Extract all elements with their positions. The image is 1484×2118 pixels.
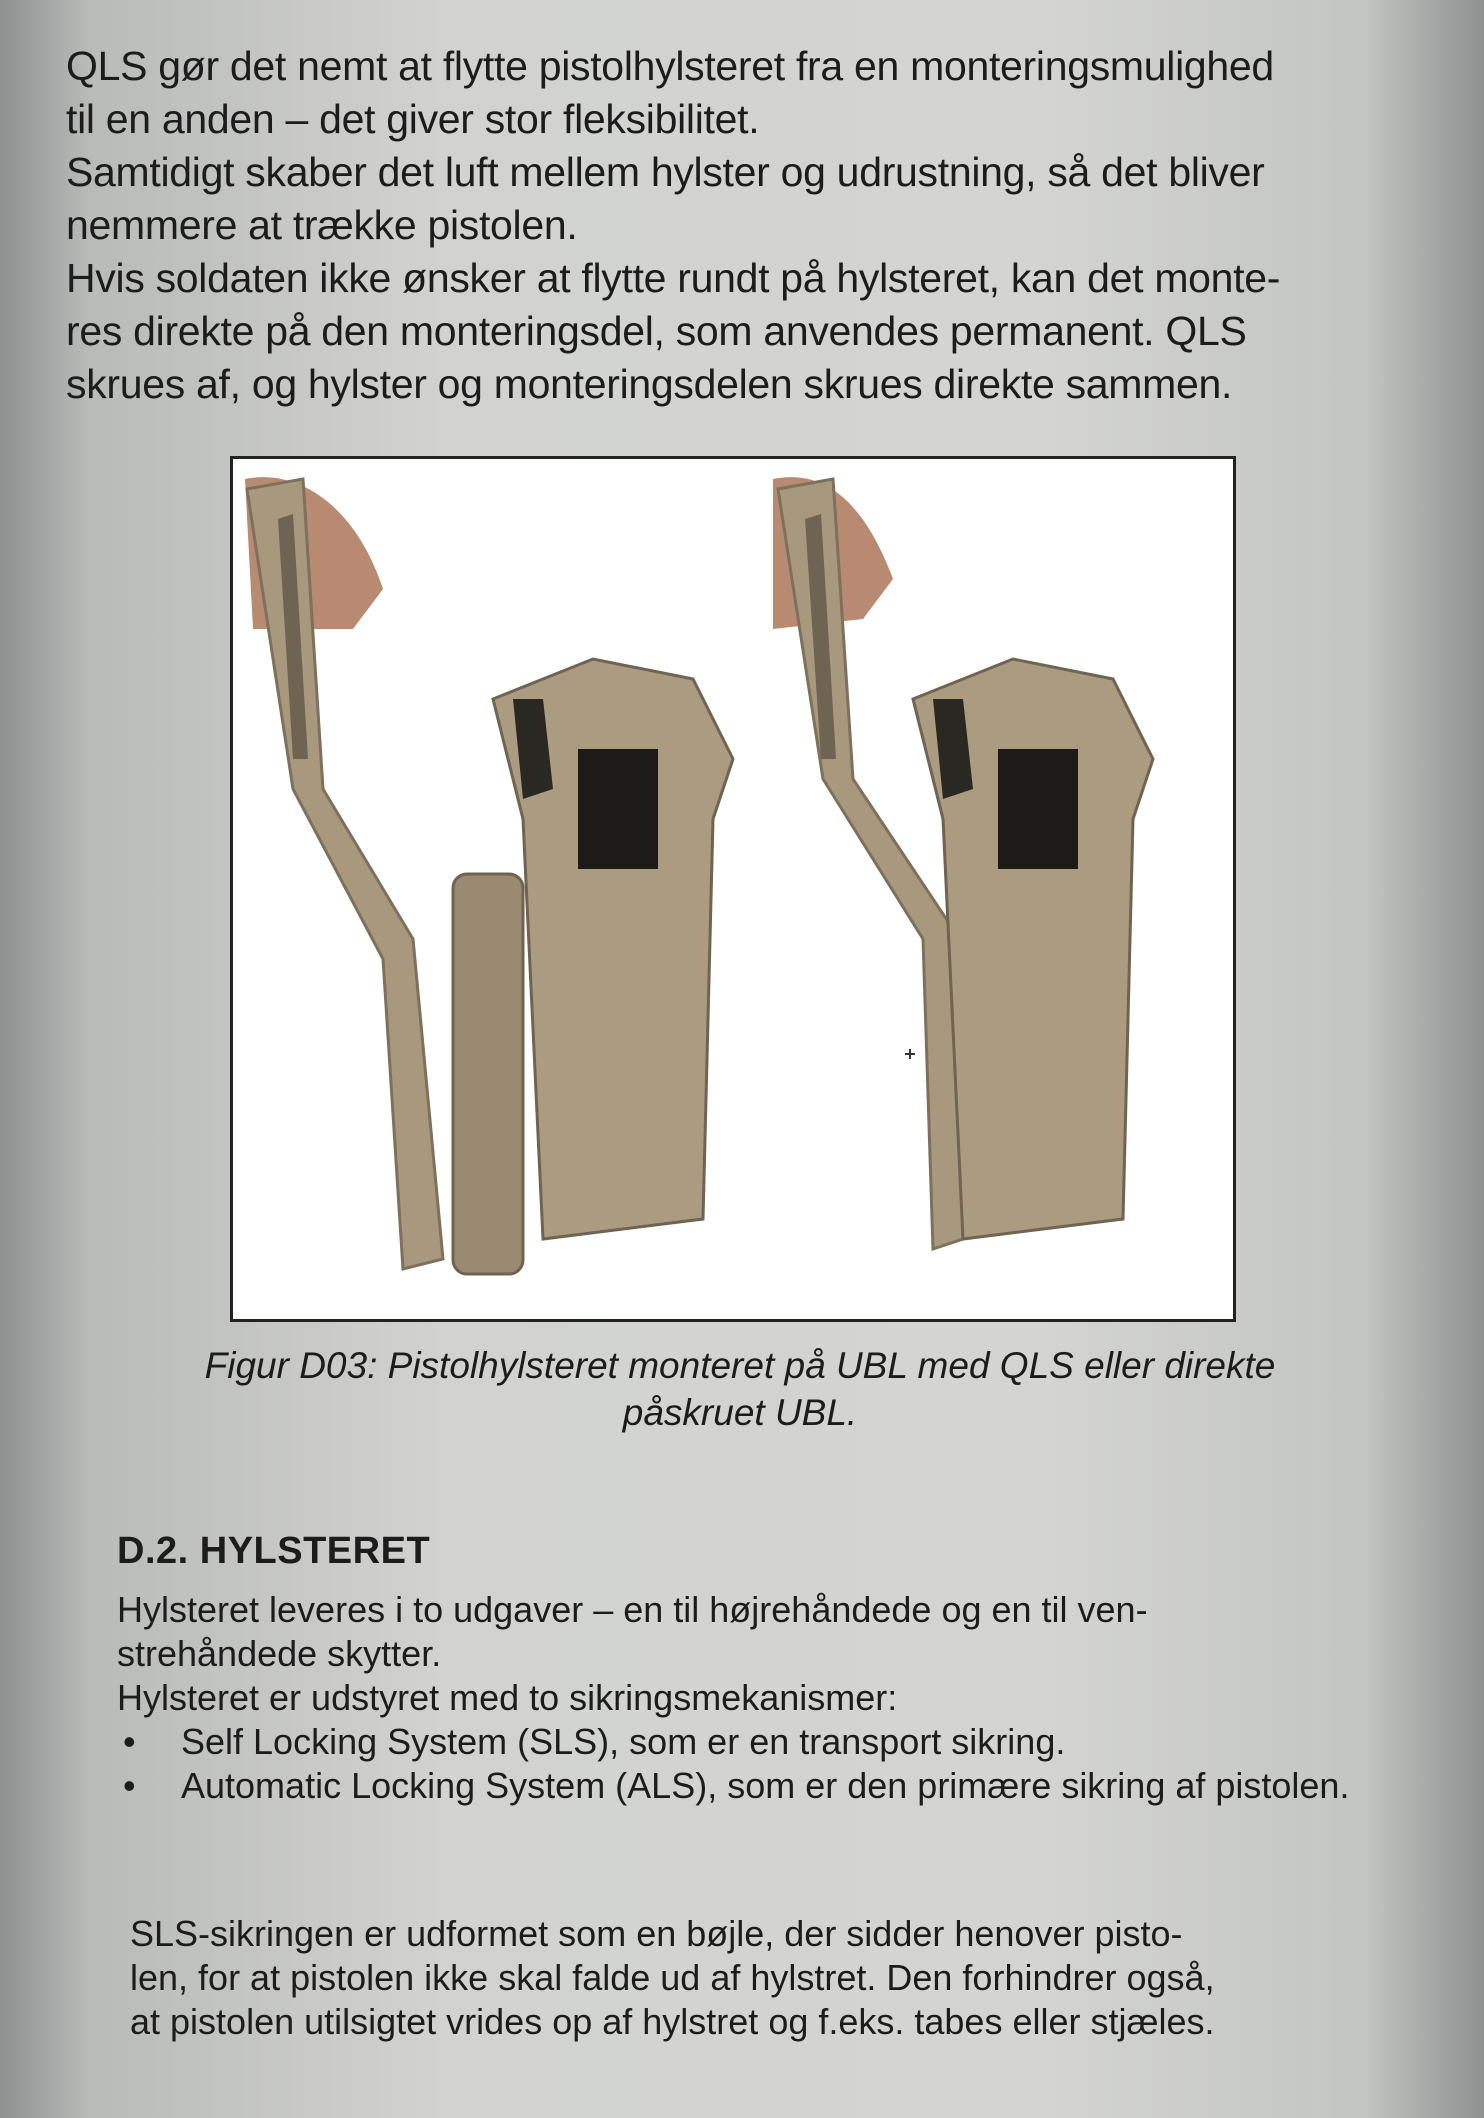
intro-line: Samtidigt skaber det luft mellem hylster og udrustning, så det bliver [66, 149, 1265, 195]
qls-plate [453, 874, 523, 1274]
bullet-list [117, 1720, 1367, 1808]
intro-line: skrues af, og hylster og monteringsdelen skrues direkte sammen. [66, 361, 1233, 407]
bullet-text: Automatic Locking System (ALS), som er den primære sikring af pistolen. [181, 1765, 1350, 1806]
holster-direct-photo [773, 477, 1153, 1249]
intro-line: QLS gør det nemt at flytte pistolhylsteret fra en monteringsmulighed [66, 43, 1274, 89]
section-line: Hylsteret er udstyret med to sikringsmekanismer: [117, 1677, 898, 1718]
caption-line: påskruet UBL. [622, 1392, 858, 1433]
intro-paragraph [66, 40, 1406, 411]
intro-line: til en anden – det giver stor fleksibilitet. [66, 96, 760, 142]
section-body [117, 1588, 1367, 1808]
intro-line: nemmere at trække pistolen. [66, 202, 578, 248]
trigger-guard-right [998, 749, 1078, 869]
caption-line: Figur D03: Pistolhylsteret monteret på UBL med QLS eller direkte [204, 1345, 1276, 1386]
closing-line: len, for at pistolen ikke skal falde ud af hylstret. Den forhindrer også, [130, 1957, 1215, 1998]
crosshair-icon [905, 1049, 915, 1059]
closing-paragraph [130, 1912, 1380, 2044]
list-item [117, 1764, 1367, 1808]
closing-line: SLS-sikringen er udformet som en bøjle, der sidder henover pisto- [130, 1913, 1183, 1954]
figure-caption [90, 1342, 1390, 1436]
bullet-text: Self Locking System (SLS), som er en transport sikring. [181, 1721, 1066, 1762]
closing-line: at pistolen utilsigtet vrides op af hylstret og f.eks. tabes eller stjæles. [130, 2001, 1215, 2042]
section-heading: D.2. HYLSTERET [117, 1530, 431, 1572]
bullet-marker: • [123, 1721, 136, 1762]
holster-photo [233, 459, 1233, 1319]
holster-with-qls-photo [245, 477, 733, 1274]
bullet-marker: • [123, 1765, 136, 1806]
holster-figure [230, 456, 1236, 1322]
trigger-guard-left [578, 749, 658, 869]
intro-line: Hvis soldaten ikke ønsker at flytte rundt på hylsteret, kan det monte- [66, 255, 1281, 301]
list-item [117, 1720, 1367, 1764]
intro-line: res direkte på den monteringsdel, som anvendes permanent. QLS [66, 308, 1247, 354]
section-line: strehåndede skytter. [117, 1633, 442, 1674]
section-line: Hylsteret leveres i to udgaver – en til højrehåndede og en til ven- [117, 1589, 1148, 1630]
